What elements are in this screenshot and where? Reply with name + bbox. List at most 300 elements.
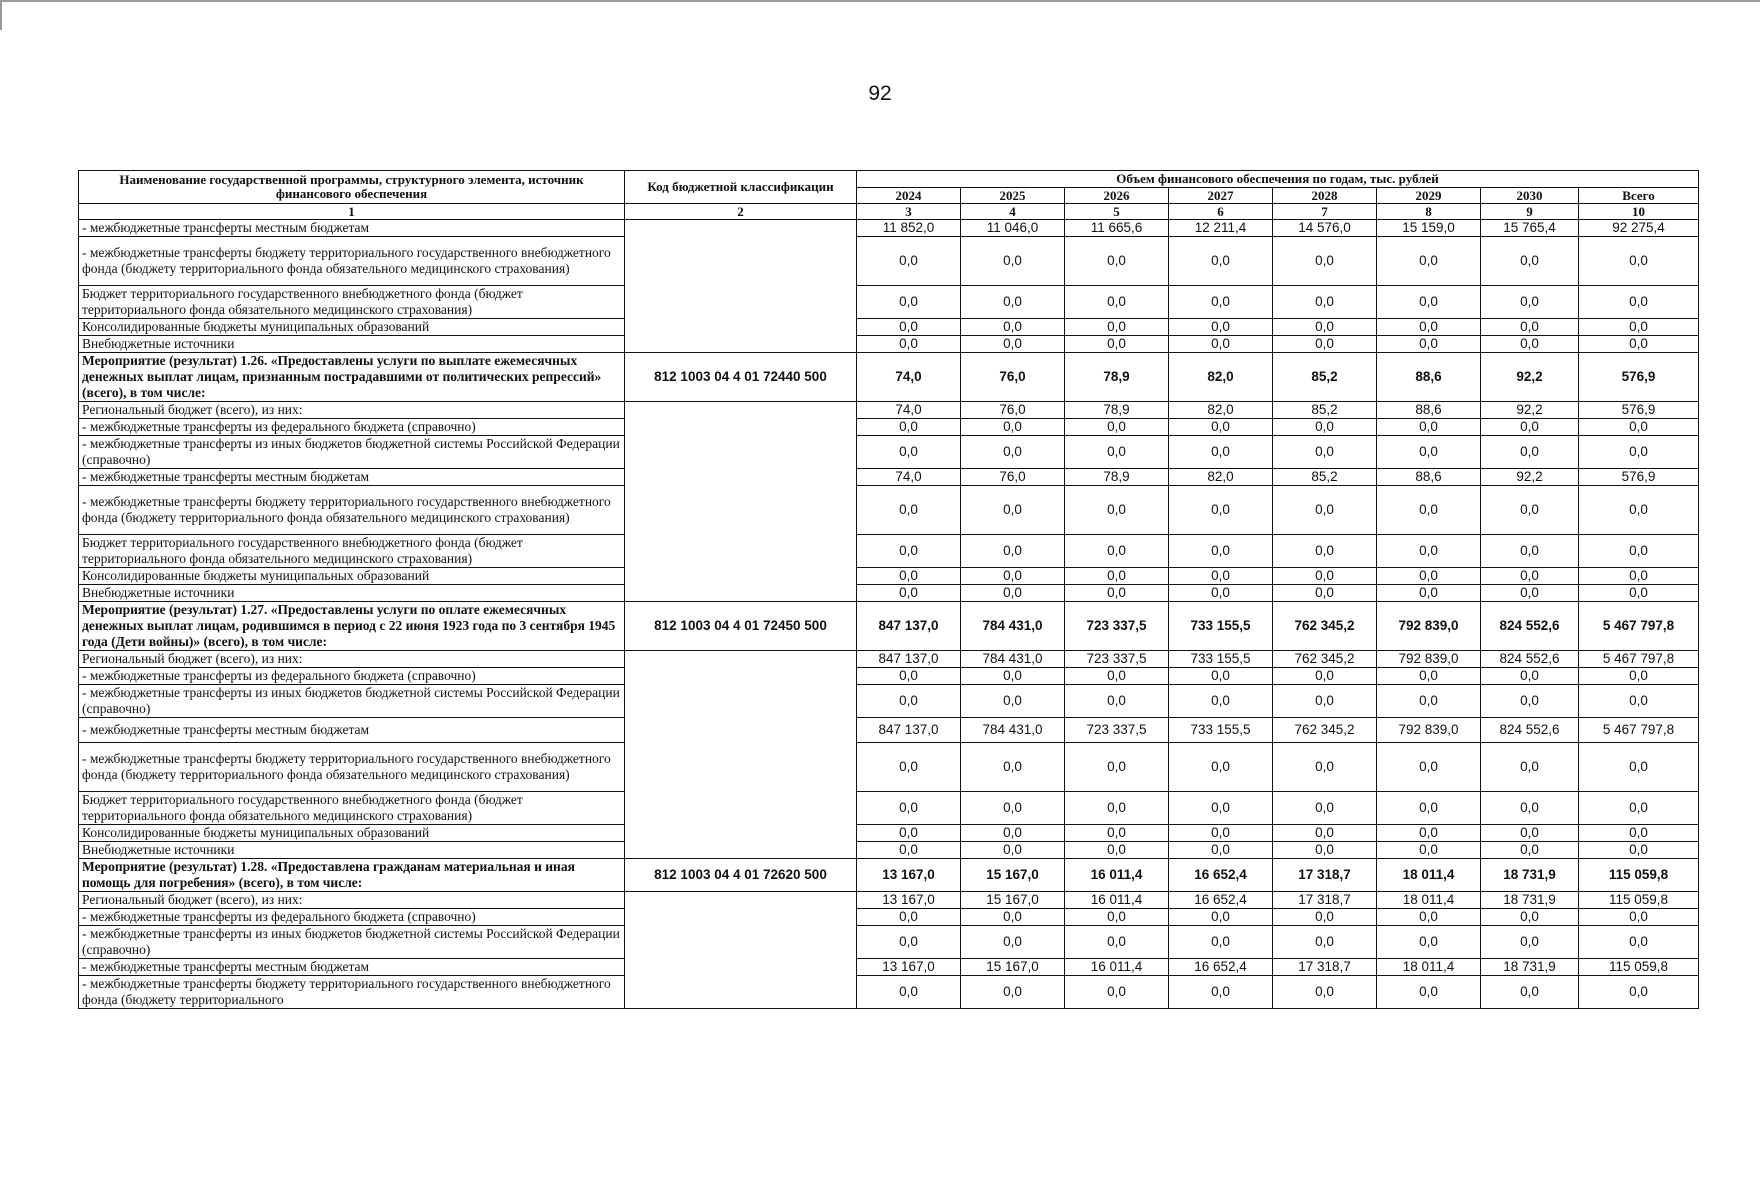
row-value-year: 0,0 bbox=[961, 436, 1065, 469]
row-value-year: 0,0 bbox=[1377, 486, 1481, 535]
row-value-year: 762 345,2 bbox=[1273, 718, 1377, 743]
row-value-year: 0,0 bbox=[1481, 336, 1579, 353]
row-value-year: 16 652,4 bbox=[1169, 892, 1273, 909]
row-value-year: 0,0 bbox=[961, 319, 1065, 336]
row-value-year: 15 167,0 bbox=[961, 892, 1065, 909]
row-value-year: 0,0 bbox=[857, 825, 961, 842]
row-value-year: 76,0 bbox=[961, 469, 1065, 486]
row-value-year: 0,0 bbox=[857, 585, 961, 602]
row-value-year: 0,0 bbox=[1377, 319, 1481, 336]
row-name: - межбюджетные трансферты местным бюджетам bbox=[79, 718, 625, 743]
column-number: 8 bbox=[1377, 204, 1481, 220]
row-value-year: 792 839,0 bbox=[1377, 718, 1481, 743]
row-value-year: 17 318,7 bbox=[1273, 859, 1377, 892]
header-column-numbers bbox=[79, 204, 1699, 220]
row-value-year: 0,0 bbox=[1065, 436, 1169, 469]
table-row bbox=[79, 842, 1699, 859]
column-number: 5 bbox=[1065, 204, 1169, 220]
row-value-year: 0,0 bbox=[1065, 792, 1169, 825]
row-value-year: 0,0 bbox=[961, 668, 1065, 685]
column-number: 6 bbox=[1169, 204, 1273, 220]
row-value-year: 17 318,7 bbox=[1273, 892, 1377, 909]
table-row bbox=[79, 668, 1699, 685]
row-value-year: 792 839,0 bbox=[1377, 651, 1481, 668]
row-value-year: 0,0 bbox=[1377, 585, 1481, 602]
row-value-total: 0,0 bbox=[1579, 743, 1699, 792]
row-budget-code: 812 1003 04 4 01 72440 500 bbox=[625, 353, 857, 402]
page-number: 92 bbox=[868, 82, 892, 105]
table-body bbox=[79, 220, 1699, 1009]
row-value-year: 0,0 bbox=[1273, 486, 1377, 535]
row-value-total: 576,9 bbox=[1579, 402, 1699, 419]
row-value-year: 0,0 bbox=[1377, 436, 1481, 469]
row-name: Консолидированные бюджеты муниципальных образований bbox=[79, 319, 625, 336]
row-value-year: 0,0 bbox=[1169, 842, 1273, 859]
column-number: 7 bbox=[1273, 204, 1377, 220]
row-value-total: 115 059,8 bbox=[1579, 959, 1699, 976]
row-name: - межбюджетные трансферты бюджету территориального государственного внебюджетного фонда (бюджету территориального bbox=[79, 976, 625, 1009]
row-value-year: 0,0 bbox=[1273, 319, 1377, 336]
row-value-year: 0,0 bbox=[1481, 286, 1579, 319]
table-row bbox=[79, 319, 1699, 336]
row-name: - межбюджетные трансферты бюджету территориального государственного внебюджетного фонда (бюджету территориального фонда обязательного медицинского страхования) bbox=[79, 237, 625, 286]
row-name: - межбюджетные трансферты из федерального бюджета (справочно) bbox=[79, 668, 625, 685]
row-value-year: 11 665,6 bbox=[1065, 220, 1169, 237]
row-value-total: 0,0 bbox=[1579, 926, 1699, 959]
row-value-year: 0,0 bbox=[857, 685, 961, 718]
row-value-year: 92,2 bbox=[1481, 402, 1579, 419]
row-value-year: 0,0 bbox=[1481, 909, 1579, 926]
row-value-year: 18 011,4 bbox=[1377, 859, 1481, 892]
row-value-year: 0,0 bbox=[1377, 668, 1481, 685]
table-row bbox=[79, 909, 1699, 926]
row-value-year: 0,0 bbox=[857, 419, 961, 436]
row-value-year: 76,0 bbox=[961, 402, 1065, 419]
row-value-year: 824 552,6 bbox=[1481, 651, 1579, 668]
row-value-year: 16 652,4 bbox=[1169, 959, 1273, 976]
row-name: Мероприятие (результат) 1.27. «Предоставлены услуги по оплате ежемесячных денежных выплат лицам, родившимся в период с 22 июня 1923 года по 3 сентября 1945 года (Дети войны)» (всего), в том числе: bbox=[79, 602, 625, 651]
row-value-year: 0,0 bbox=[857, 535, 961, 568]
row-value-year: 82,0 bbox=[1169, 402, 1273, 419]
row-value-year: 0,0 bbox=[1377, 743, 1481, 792]
row-value-year: 0,0 bbox=[857, 976, 961, 1009]
row-value-year: 0,0 bbox=[857, 336, 961, 353]
row-value-year: 0,0 bbox=[1377, 926, 1481, 959]
row-value-year: 18 011,4 bbox=[1377, 892, 1481, 909]
row-value-year: 0,0 bbox=[857, 568, 961, 585]
row-value-year: 15 159,0 bbox=[1377, 220, 1481, 237]
row-value-year: 0,0 bbox=[1065, 825, 1169, 842]
table-row bbox=[79, 237, 1699, 286]
row-value-year: 0,0 bbox=[1377, 419, 1481, 436]
row-value-year: 0,0 bbox=[1377, 685, 1481, 718]
row-name: Внебюджетные источники bbox=[79, 842, 625, 859]
table-header bbox=[79, 171, 1699, 220]
row-value-total: 0,0 bbox=[1579, 568, 1699, 585]
table-row bbox=[79, 286, 1699, 319]
row-value-year: 88,6 bbox=[1377, 469, 1481, 486]
table-row-measure bbox=[79, 353, 1699, 402]
row-value-year: 18 731,9 bbox=[1481, 859, 1579, 892]
scan-edge-left bbox=[0, 0, 2, 30]
row-value-year: 0,0 bbox=[1273, 685, 1377, 718]
row-value-year: 0,0 bbox=[1169, 585, 1273, 602]
row-value-year: 0,0 bbox=[1273, 743, 1377, 792]
row-value-year: 13 167,0 bbox=[857, 892, 961, 909]
row-value-year: 0,0 bbox=[1377, 909, 1481, 926]
row-value-year: 0,0 bbox=[1481, 668, 1579, 685]
row-name: Мероприятие (результат) 1.26. «Предоставлены услуги по выплате ежемесячных денежных выплат лицам, признанным пострадавшими от политических репрессий» (всего), в том числе: bbox=[79, 353, 625, 402]
row-name: Бюджет территориального государственного внебюджетного фонда (бюджет территориального фонда обязательного медицинского страхования) bbox=[79, 535, 625, 568]
row-value-year: 74,0 bbox=[857, 469, 961, 486]
row-value-year: 0,0 bbox=[1273, 336, 1377, 353]
table-row bbox=[79, 419, 1699, 436]
row-value-year: 0,0 bbox=[1273, 825, 1377, 842]
table-row bbox=[79, 685, 1699, 718]
row-value-year: 0,0 bbox=[1169, 825, 1273, 842]
column-number: 1 bbox=[79, 204, 625, 220]
row-value-year: 0,0 bbox=[1273, 909, 1377, 926]
row-value-total: 115 059,8 bbox=[1579, 859, 1699, 892]
row-value-year: 0,0 bbox=[961, 419, 1065, 436]
row-value-total: 0,0 bbox=[1579, 792, 1699, 825]
row-value-year: 0,0 bbox=[1481, 486, 1579, 535]
row-value-year: 0,0 bbox=[1377, 976, 1481, 1009]
row-value-year: 0,0 bbox=[1065, 336, 1169, 353]
header-year: 2027 bbox=[1169, 188, 1273, 204]
table-row-measure bbox=[79, 602, 1699, 651]
table-row-measure bbox=[79, 859, 1699, 892]
row-name: Региональный бюджет (всего), из них: bbox=[79, 402, 625, 419]
row-value-year: 792 839,0 bbox=[1377, 602, 1481, 651]
row-value-year: 0,0 bbox=[1169, 336, 1273, 353]
row-value-year: 847 137,0 bbox=[857, 602, 961, 651]
row-value-year: 0,0 bbox=[1273, 792, 1377, 825]
column-number: 3 bbox=[857, 204, 961, 220]
column-number: 10 bbox=[1579, 204, 1699, 220]
row-value-year: 0,0 bbox=[1065, 486, 1169, 535]
row-value-year: 92,2 bbox=[1481, 353, 1579, 402]
header-name: Наименование государственной программы, структурного элемента, источник финансового обеспечения bbox=[79, 171, 625, 204]
row-value-year: 0,0 bbox=[1169, 926, 1273, 959]
row-value-year: 11 852,0 bbox=[857, 220, 961, 237]
table-row bbox=[79, 469, 1699, 486]
row-value-year: 824 552,6 bbox=[1481, 602, 1579, 651]
row-name: Внебюджетные источники bbox=[79, 336, 625, 353]
row-name: Консолидированные бюджеты муниципальных образований bbox=[79, 825, 625, 842]
row-value-year: 16 011,4 bbox=[1065, 959, 1169, 976]
row-name: Бюджет территориального государственного внебюджетного фонда (бюджет территориального фонда обязательного медицинского страхования) bbox=[79, 286, 625, 319]
row-value-year: 78,9 bbox=[1065, 469, 1169, 486]
row-value-year: 82,0 bbox=[1169, 353, 1273, 402]
row-value-year: 0,0 bbox=[1377, 535, 1481, 568]
row-value-total: 92 275,4 bbox=[1579, 220, 1699, 237]
row-value-year: 74,0 bbox=[857, 353, 961, 402]
table-row bbox=[79, 651, 1699, 668]
row-value-year: 13 167,0 bbox=[857, 859, 961, 892]
header-year: 2030 bbox=[1481, 188, 1579, 204]
row-value-year: 847 137,0 bbox=[857, 718, 961, 743]
row-value-year: 17 318,7 bbox=[1273, 959, 1377, 976]
row-value-year: 0,0 bbox=[961, 825, 1065, 842]
row-value-year: 0,0 bbox=[1481, 685, 1579, 718]
row-value-year: 0,0 bbox=[857, 792, 961, 825]
table-row bbox=[79, 436, 1699, 469]
row-value-year: 0,0 bbox=[961, 909, 1065, 926]
row-value-year: 0,0 bbox=[961, 743, 1065, 792]
row-name: - межбюджетные трансферты местным бюджетам bbox=[79, 220, 625, 237]
row-value-year: 88,6 bbox=[1377, 353, 1481, 402]
row-name: Внебюджетные источники bbox=[79, 585, 625, 602]
table-row bbox=[79, 402, 1699, 419]
row-value-year: 0,0 bbox=[1377, 286, 1481, 319]
table-row bbox=[79, 585, 1699, 602]
row-budget-code-blank bbox=[625, 651, 857, 859]
row-value-year: 0,0 bbox=[857, 319, 961, 336]
row-value-year: 0,0 bbox=[1065, 685, 1169, 718]
row-budget-code-blank bbox=[625, 892, 857, 1009]
row-value-year: 0,0 bbox=[961, 926, 1065, 959]
row-name: Консолидированные бюджеты муниципальных образований bbox=[79, 568, 625, 585]
column-number: 9 bbox=[1481, 204, 1579, 220]
row-name: Мероприятие (результат) 1.28. «Предоставлена гражданам материальная и иная помощь для погребения» (всего), в том числе: bbox=[79, 859, 625, 892]
row-value-year: 0,0 bbox=[1169, 535, 1273, 568]
row-value-total: 0,0 bbox=[1579, 842, 1699, 859]
row-value-year: 0,0 bbox=[1273, 842, 1377, 859]
column-number: 2 bbox=[625, 204, 857, 220]
row-value-total: 0,0 bbox=[1579, 668, 1699, 685]
row-value-year: 0,0 bbox=[961, 237, 1065, 286]
row-value-total: 0,0 bbox=[1579, 976, 1699, 1009]
row-value-year: 0,0 bbox=[1065, 237, 1169, 286]
table-row bbox=[79, 336, 1699, 353]
row-value-year: 0,0 bbox=[961, 286, 1065, 319]
row-value-year: 0,0 bbox=[1377, 568, 1481, 585]
row-value-total: 576,9 bbox=[1579, 469, 1699, 486]
row-value-year: 0,0 bbox=[1481, 842, 1579, 859]
row-value-year: 0,0 bbox=[1273, 976, 1377, 1009]
row-value-year: 0,0 bbox=[1481, 319, 1579, 336]
row-value-year: 0,0 bbox=[961, 585, 1065, 602]
row-value-year: 723 337,5 bbox=[1065, 651, 1169, 668]
row-value-year: 723 337,5 bbox=[1065, 718, 1169, 743]
row-value-year: 0,0 bbox=[1481, 419, 1579, 436]
row-value-total: 0,0 bbox=[1579, 336, 1699, 353]
row-value-year: 0,0 bbox=[1169, 568, 1273, 585]
row-value-year: 0,0 bbox=[1377, 792, 1481, 825]
row-value-year: 784 431,0 bbox=[961, 651, 1065, 668]
row-value-year: 18 011,4 bbox=[1377, 959, 1481, 976]
row-value-year: 0,0 bbox=[1273, 436, 1377, 469]
row-value-total: 0,0 bbox=[1579, 319, 1699, 336]
row-value-year: 0,0 bbox=[1065, 909, 1169, 926]
row-value-year: 0,0 bbox=[1065, 419, 1169, 436]
row-name: Региональный бюджет (всего), из них: bbox=[79, 651, 625, 668]
table-row bbox=[79, 220, 1699, 237]
row-value-total: 0,0 bbox=[1579, 419, 1699, 436]
row-value-year: 847 137,0 bbox=[857, 651, 961, 668]
row-value-year: 733 155,5 bbox=[1169, 718, 1273, 743]
row-name: Бюджет территориального государственного внебюджетного фонда (бюджет территориального фонда обязательного медицинского страхования) bbox=[79, 792, 625, 825]
row-value-year: 0,0 bbox=[1481, 535, 1579, 568]
row-value-year: 762 345,2 bbox=[1273, 602, 1377, 651]
row-value-year: 0,0 bbox=[1273, 237, 1377, 286]
row-value-year: 0,0 bbox=[1273, 419, 1377, 436]
row-value-total: 0,0 bbox=[1579, 685, 1699, 718]
row-value-year: 0,0 bbox=[1065, 319, 1169, 336]
row-value-year: 0,0 bbox=[1377, 336, 1481, 353]
row-value-total: 576,9 bbox=[1579, 353, 1699, 402]
row-value-year: 0,0 bbox=[1065, 842, 1169, 859]
row-value-total: 0,0 bbox=[1579, 909, 1699, 926]
row-value-year: 0,0 bbox=[1481, 792, 1579, 825]
row-value-total: 0,0 bbox=[1579, 486, 1699, 535]
row-value-total: 5 467 797,8 bbox=[1579, 602, 1699, 651]
row-value-year: 0,0 bbox=[1065, 568, 1169, 585]
row-value-year: 0,0 bbox=[961, 486, 1065, 535]
row-value-year: 0,0 bbox=[1377, 237, 1481, 286]
header-total: Всего bbox=[1579, 188, 1699, 204]
row-value-total: 0,0 bbox=[1579, 237, 1699, 286]
row-value-year: 723 337,5 bbox=[1065, 602, 1169, 651]
financing-table bbox=[78, 170, 1699, 1009]
row-value-year: 0,0 bbox=[1169, 486, 1273, 535]
row-name: Региональный бюджет (всего), из них: bbox=[79, 892, 625, 909]
row-value-year: 0,0 bbox=[1169, 685, 1273, 718]
row-value-year: 0,0 bbox=[1481, 825, 1579, 842]
row-value-year: 0,0 bbox=[1481, 743, 1579, 792]
table-row bbox=[79, 976, 1699, 1009]
row-value-year: 0,0 bbox=[1169, 237, 1273, 286]
row-value-year: 0,0 bbox=[1273, 926, 1377, 959]
row-value-year: 0,0 bbox=[857, 486, 961, 535]
row-value-year: 0,0 bbox=[961, 568, 1065, 585]
row-budget-code: 812 1003 04 4 01 72450 500 bbox=[625, 602, 857, 651]
row-value-year: 0,0 bbox=[857, 668, 961, 685]
table-row bbox=[79, 743, 1699, 792]
row-value-year: 762 345,2 bbox=[1273, 651, 1377, 668]
row-value-year: 824 552,6 bbox=[1481, 718, 1579, 743]
header-year: 2025 bbox=[961, 188, 1065, 204]
row-value-year: 16 011,4 bbox=[1065, 859, 1169, 892]
row-value-year: 92,2 bbox=[1481, 469, 1579, 486]
row-name: - межбюджетные трансферты бюджету территориального государственного внебюджетного фонда (бюджету территориального фонда обязательного медицинского страхования) bbox=[79, 486, 625, 535]
row-value-year: 784 431,0 bbox=[961, 602, 1065, 651]
row-value-year: 0,0 bbox=[1065, 926, 1169, 959]
row-value-year: 0,0 bbox=[857, 926, 961, 959]
row-value-year: 0,0 bbox=[961, 336, 1065, 353]
row-value-year: 88,6 bbox=[1377, 402, 1481, 419]
row-value-year: 0,0 bbox=[1065, 535, 1169, 568]
row-value-year: 0,0 bbox=[1169, 319, 1273, 336]
row-value-year: 784 431,0 bbox=[961, 718, 1065, 743]
header-financing-group: Объем финансового обеспечения по годам, тыс. рублей bbox=[857, 171, 1699, 188]
row-value-year: 0,0 bbox=[1273, 535, 1377, 568]
row-budget-code: 812 1003 04 4 01 72620 500 bbox=[625, 859, 857, 892]
table-row bbox=[79, 926, 1699, 959]
table-row bbox=[79, 718, 1699, 743]
table-row bbox=[79, 892, 1699, 909]
row-value-year: 0,0 bbox=[1065, 743, 1169, 792]
table-row bbox=[79, 825, 1699, 842]
row-value-year: 15 765,4 bbox=[1481, 220, 1579, 237]
row-value-year: 0,0 bbox=[961, 535, 1065, 568]
row-value-year: 78,9 bbox=[1065, 353, 1169, 402]
row-name: - межбюджетные трансферты из иных бюджетов бюджетной системы Российской Федерации (справочно) bbox=[79, 685, 625, 718]
row-value-year: 733 155,5 bbox=[1169, 651, 1273, 668]
row-value-year: 0,0 bbox=[857, 286, 961, 319]
row-name: - межбюджетные трансферты из иных бюджетов бюджетной системы Российской Федерации (справочно) bbox=[79, 436, 625, 469]
row-value-year: 0,0 bbox=[1377, 842, 1481, 859]
row-budget-code-blank bbox=[625, 220, 857, 353]
row-value-year: 0,0 bbox=[1273, 286, 1377, 319]
row-value-total: 5 467 797,8 bbox=[1579, 718, 1699, 743]
row-value-year: 0,0 bbox=[1169, 436, 1273, 469]
row-value-total: 115 059,8 bbox=[1579, 892, 1699, 909]
row-value-year: 0,0 bbox=[1273, 668, 1377, 685]
row-value-year: 0,0 bbox=[857, 743, 961, 792]
row-value-year: 0,0 bbox=[961, 842, 1065, 859]
row-name: - межбюджетные трансферты бюджету территориального государственного внебюджетного фонда (бюджету территориального фонда обязательного медицинского страхования) bbox=[79, 743, 625, 792]
row-value-year: 0,0 bbox=[1481, 436, 1579, 469]
row-value-total: 0,0 bbox=[1579, 585, 1699, 602]
row-value-year: 0,0 bbox=[1169, 286, 1273, 319]
table-row bbox=[79, 959, 1699, 976]
header-code: Код бюджетной классификации bbox=[625, 171, 857, 204]
column-number: 4 bbox=[961, 204, 1065, 220]
row-name: - межбюджетные трансферты из иных бюджетов бюджетной системы Российской Федерации (справочно) bbox=[79, 926, 625, 959]
header-year: 2026 bbox=[1065, 188, 1169, 204]
row-name: - межбюджетные трансферты из федерального бюджета (справочно) bbox=[79, 909, 625, 926]
row-value-year: 0,0 bbox=[1481, 237, 1579, 286]
row-value-year: 12 211,4 bbox=[1169, 220, 1273, 237]
table-row bbox=[79, 535, 1699, 568]
table-row bbox=[79, 568, 1699, 585]
row-value-year: 0,0 bbox=[1169, 909, 1273, 926]
row-value-year: 85,2 bbox=[1273, 402, 1377, 419]
row-value-year: 0,0 bbox=[857, 909, 961, 926]
row-value-year: 0,0 bbox=[1169, 668, 1273, 685]
row-value-year: 0,0 bbox=[1065, 585, 1169, 602]
row-value-year: 15 167,0 bbox=[961, 959, 1065, 976]
row-value-year: 0,0 bbox=[857, 436, 961, 469]
row-value-year: 16 011,4 bbox=[1065, 892, 1169, 909]
row-value-year: 82,0 bbox=[1169, 469, 1273, 486]
row-value-year: 0,0 bbox=[1273, 585, 1377, 602]
row-value-year: 0,0 bbox=[1481, 926, 1579, 959]
row-value-year: 18 731,9 bbox=[1481, 959, 1579, 976]
row-value-year: 78,9 bbox=[1065, 402, 1169, 419]
row-value-year: 0,0 bbox=[1169, 743, 1273, 792]
row-value-total: 0,0 bbox=[1579, 436, 1699, 469]
row-value-total: 0,0 bbox=[1579, 286, 1699, 319]
row-budget-code-blank bbox=[625, 402, 857, 602]
row-value-total: 5 467 797,8 bbox=[1579, 651, 1699, 668]
row-value-year: 16 652,4 bbox=[1169, 859, 1273, 892]
row-value-year: 15 167,0 bbox=[961, 859, 1065, 892]
row-value-year: 0,0 bbox=[1169, 976, 1273, 1009]
row-value-year: 0,0 bbox=[1481, 585, 1579, 602]
row-value-year: 0,0 bbox=[1169, 792, 1273, 825]
scan-edge-top bbox=[0, 0, 1760, 2]
row-value-year: 0,0 bbox=[1273, 568, 1377, 585]
row-value-year: 733 155,5 bbox=[1169, 602, 1273, 651]
row-value-year: 0,0 bbox=[961, 976, 1065, 1009]
header-year: 2028 bbox=[1273, 188, 1377, 204]
row-value-year: 13 167,0 bbox=[857, 959, 961, 976]
table-row bbox=[79, 792, 1699, 825]
row-value-year: 18 731,9 bbox=[1481, 892, 1579, 909]
